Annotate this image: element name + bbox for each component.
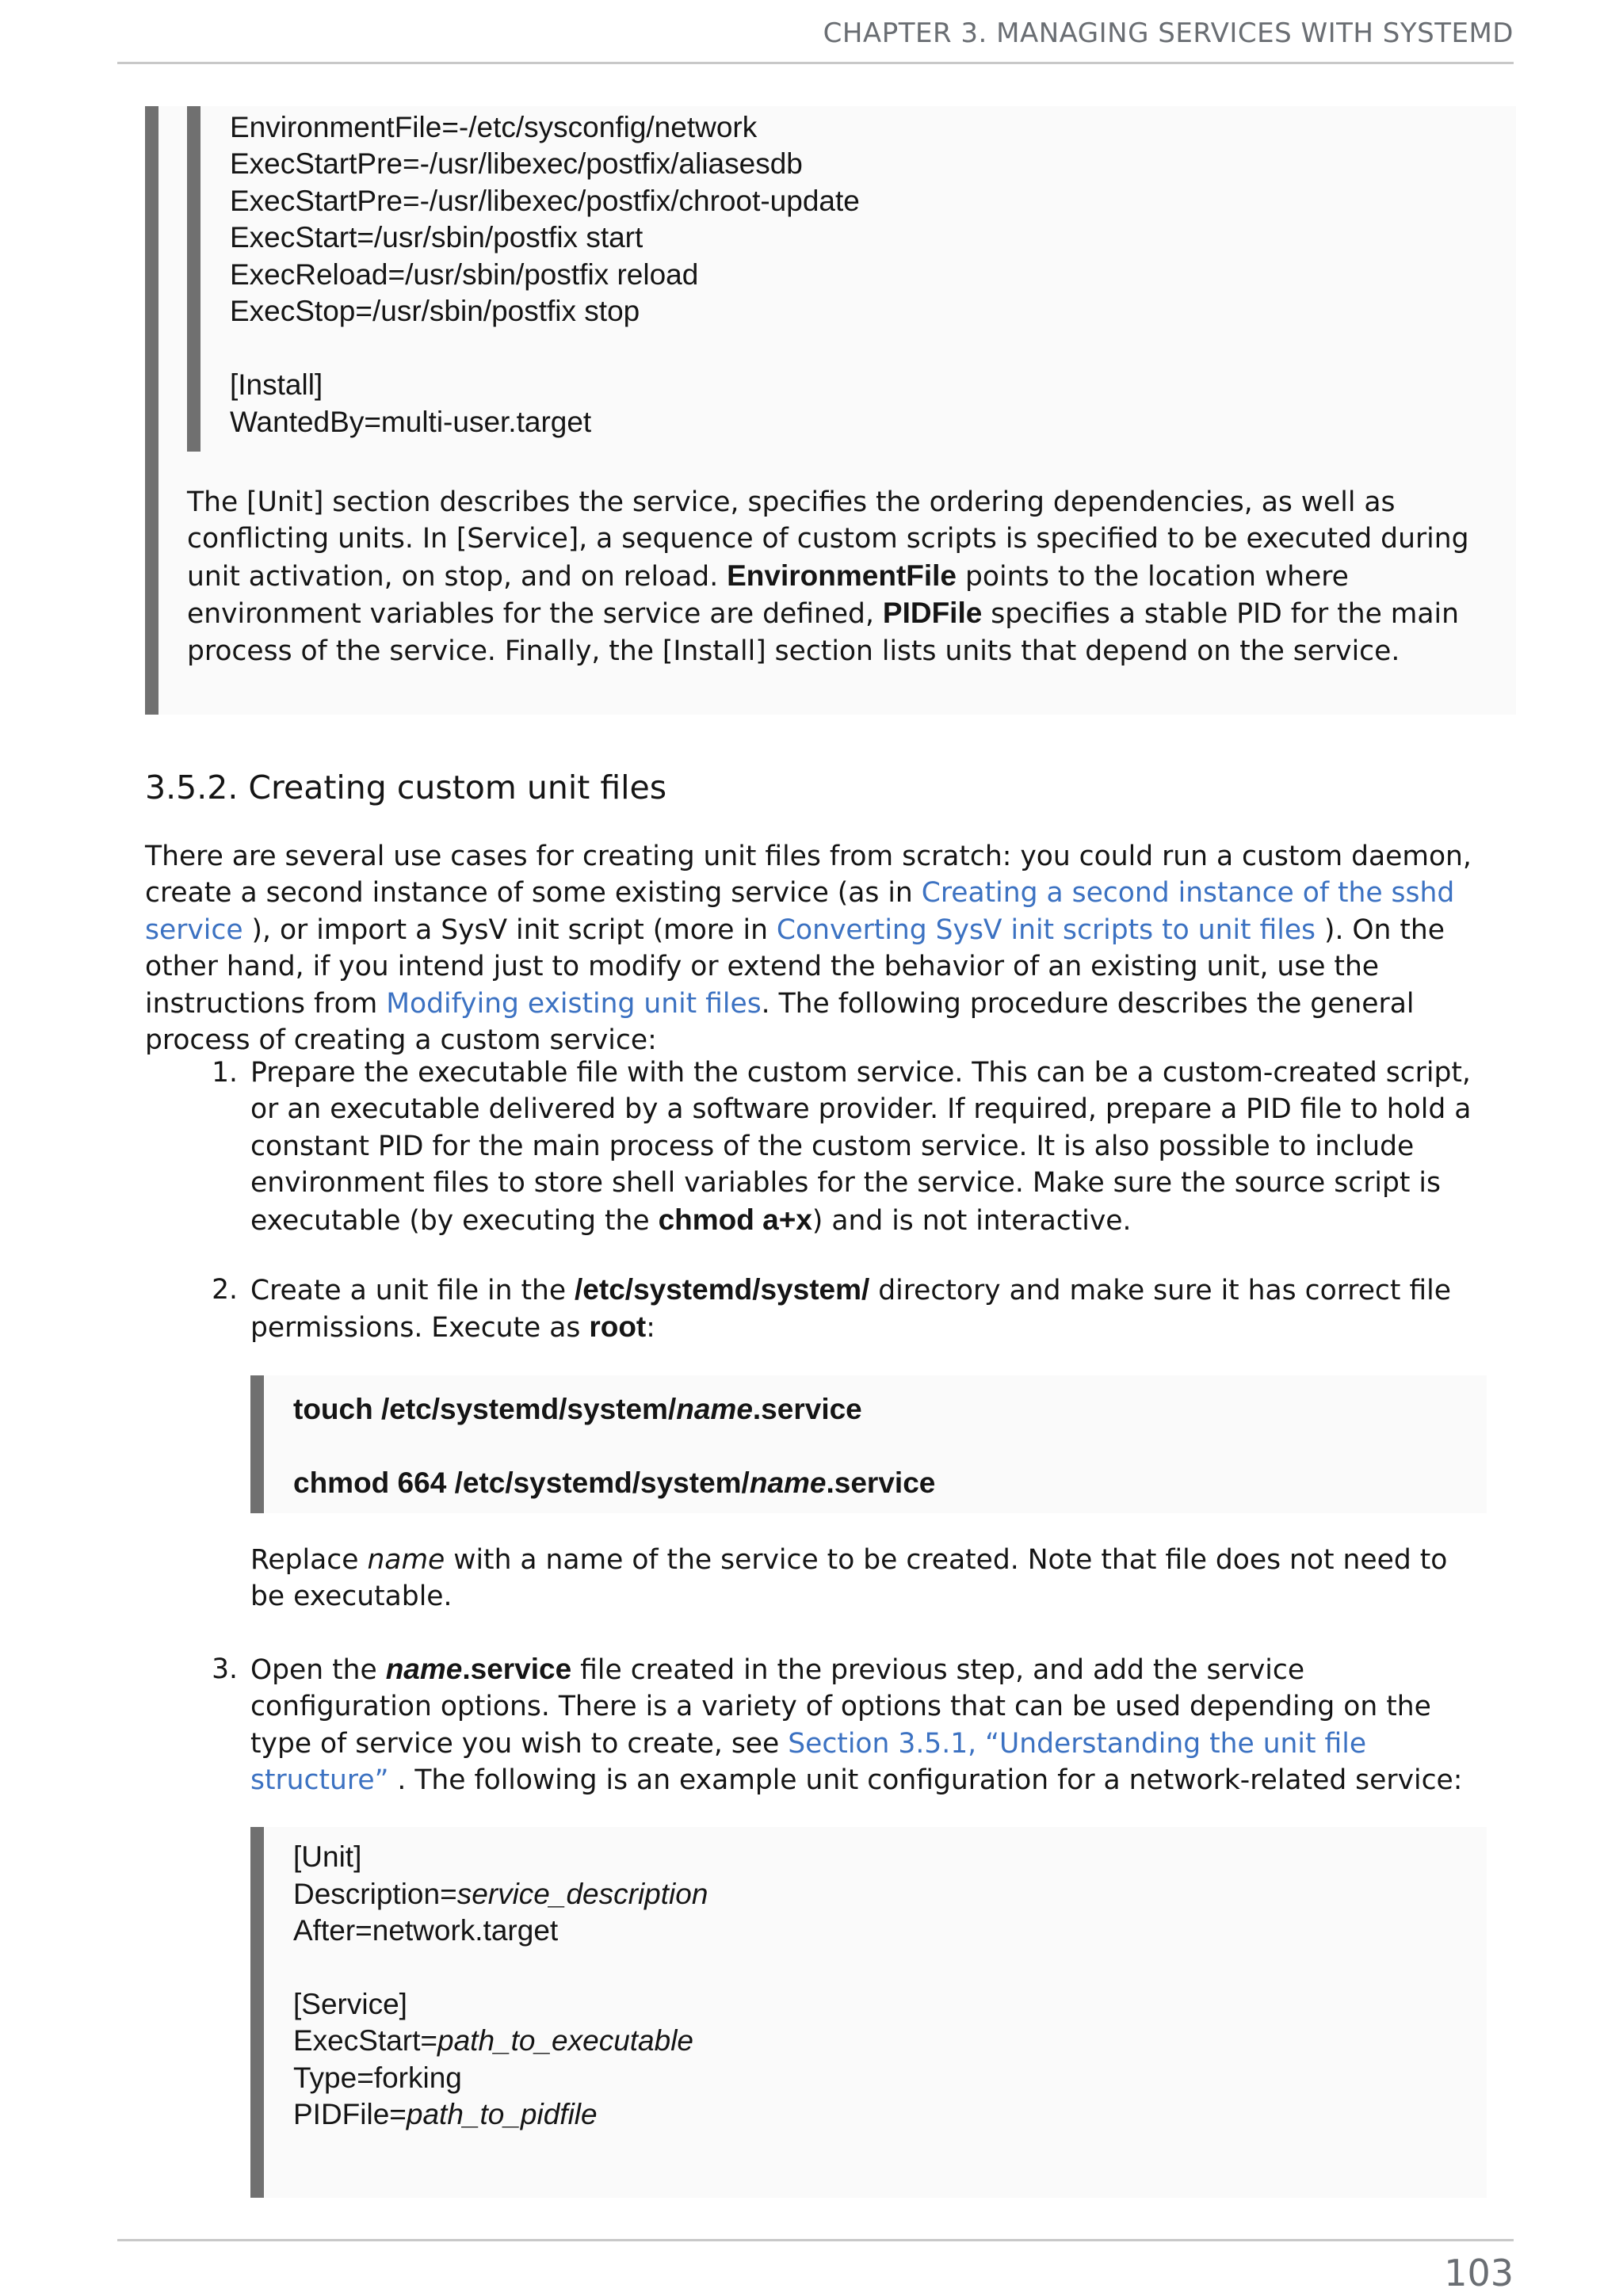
code-line: ExecStartPre=-/usr/libexec/postfix/chroot-update — [230, 185, 860, 217]
intro-paragraph: There are several use cases for creating unit files from scratch: you could run a custom daemon, create a second instance of some existing service (as in Creating a second instance of the sshd service ), or import a SysV init script (more in Converting SysV init scripts to unit files ). On the other hand, if you intend just to modify or extend the behavior of an existing unit, use the instructions from Modifying existing unit files. The following procedure describes the general process of creating a custom service: — [145, 841, 1472, 1057]
link-understanding-unit-file[interactable]: Section 3.5.1, “Understanding the unit file structure” — [250, 1727, 1367, 1797]
bold-term: PIDFile — [882, 597, 983, 630]
code-line: [Service] — [293, 1988, 407, 2020]
header-rule — [117, 62, 1514, 64]
step-3-text: Open the name.service file created in the previous step, and add the service configuration options. There is a variety of options that can be used depending on the type of service you wish to create, see Section 3.5.1, “Understanding the unit file structure” . The following is an example unit configuration for a network-related service: — [250, 1653, 1463, 1797]
code-line: WantedBy=multi-user.target — [230, 406, 592, 438]
link-converting-sysv[interactable]: Converting SysV init scripts to unit files — [776, 913, 1316, 946]
code-line: EnvironmentFile=-/etc/sysconfig/network — [230, 111, 758, 143]
code-line: ExecStartPre=-/usr/libexec/postfix/aliasesdb — [230, 147, 803, 180]
code-line: ExecStop=/usr/sbin/postfix stop — [230, 295, 640, 327]
bold-user: root — [589, 1310, 647, 1344]
link-second-instance-sshd[interactable]: Creating a second instance of the sshd service — [145, 877, 1455, 946]
unit-explanation-paragraph: The [Unit] section describes the service, specifies the ordering dependencies, as well as conflicting units. In [Service], a sequence of custom scripts is specified to be executed during unit activation, on stop, and on reload. EnvironmentFile points to the location where environment variables for the service are defined, PIDFile specifies a stable PID for the main process of the service. Finally, the [Install] section lists units that depend on the service. — [187, 486, 1469, 667]
step-number: 2. — [212, 1274, 238, 1306]
step-1-text: Prepare the executable file with the custom service. This can be a custom-created script, or an executable delivered by a software provider. If required, prepare a PID file to hold a constant PID for the main process of the custom service. It is also possible to include environment files to store shell variables for the service. Make sure the source script is executable (by executing the chmod a+x) and is not interactive. — [250, 1057, 1472, 1237]
outer-block-bar — [145, 106, 158, 715]
code-line: [Install] — [230, 368, 323, 401]
code-line: Type=forking — [293, 2061, 462, 2094]
bold-command: chmod a+x — [658, 1203, 812, 1236]
step-2-text: Create a unit file in the /etc/systemd/system/ directory and make sure it has correct file permissions. Execute as root: — [250, 1273, 1451, 1344]
code-block-bar — [187, 106, 200, 452]
step-number: 1. — [212, 1057, 238, 1089]
command-block-bar — [250, 1375, 264, 1513]
code-line: After=network.target — [293, 1914, 559, 1947]
section-title: 3.5.2. Creating custom unit files — [145, 769, 667, 807]
code-line: ExecStart=/usr/sbin/postfix start — [230, 221, 643, 254]
chapter-header: CHAPTER 3. MANAGING SERVICES WITH SYSTEMD — [823, 17, 1514, 49]
footer-rule — [117, 2239, 1514, 2241]
bold-filename: name.service — [385, 1653, 572, 1685]
code-line: [Unit] — [293, 1840, 362, 1873]
page-number: 103 — [1444, 2252, 1514, 2294]
bold-term: EnvironmentFile — [727, 559, 957, 592]
bold-path: /etc/systemd/system/ — [575, 1273, 870, 1306]
code-line: ExecReload=/usr/sbin/postfix reload — [230, 258, 699, 291]
step-number: 3. — [212, 1653, 238, 1685]
step-2-note: Replace name with a name of the service to be created. Note that file does not need to be executable. — [250, 1544, 1448, 1613]
touch-command: touch /etc/systemd/system/name.service — [293, 1393, 862, 1425]
example-code-bar — [250, 1827, 264, 2198]
code-line: Description=service_description — [293, 1878, 708, 1910]
code-line: ExecStart=path_to_executable — [293, 2024, 694, 2057]
link-modifying-unit-files[interactable]: Modifying existing unit files — [386, 987, 762, 1020]
code-line: PIDFile=path_to_pidfile — [293, 2098, 598, 2130]
chmod-command: chmod 664 /etc/systemd/system/name.service — [293, 1466, 936, 1499]
